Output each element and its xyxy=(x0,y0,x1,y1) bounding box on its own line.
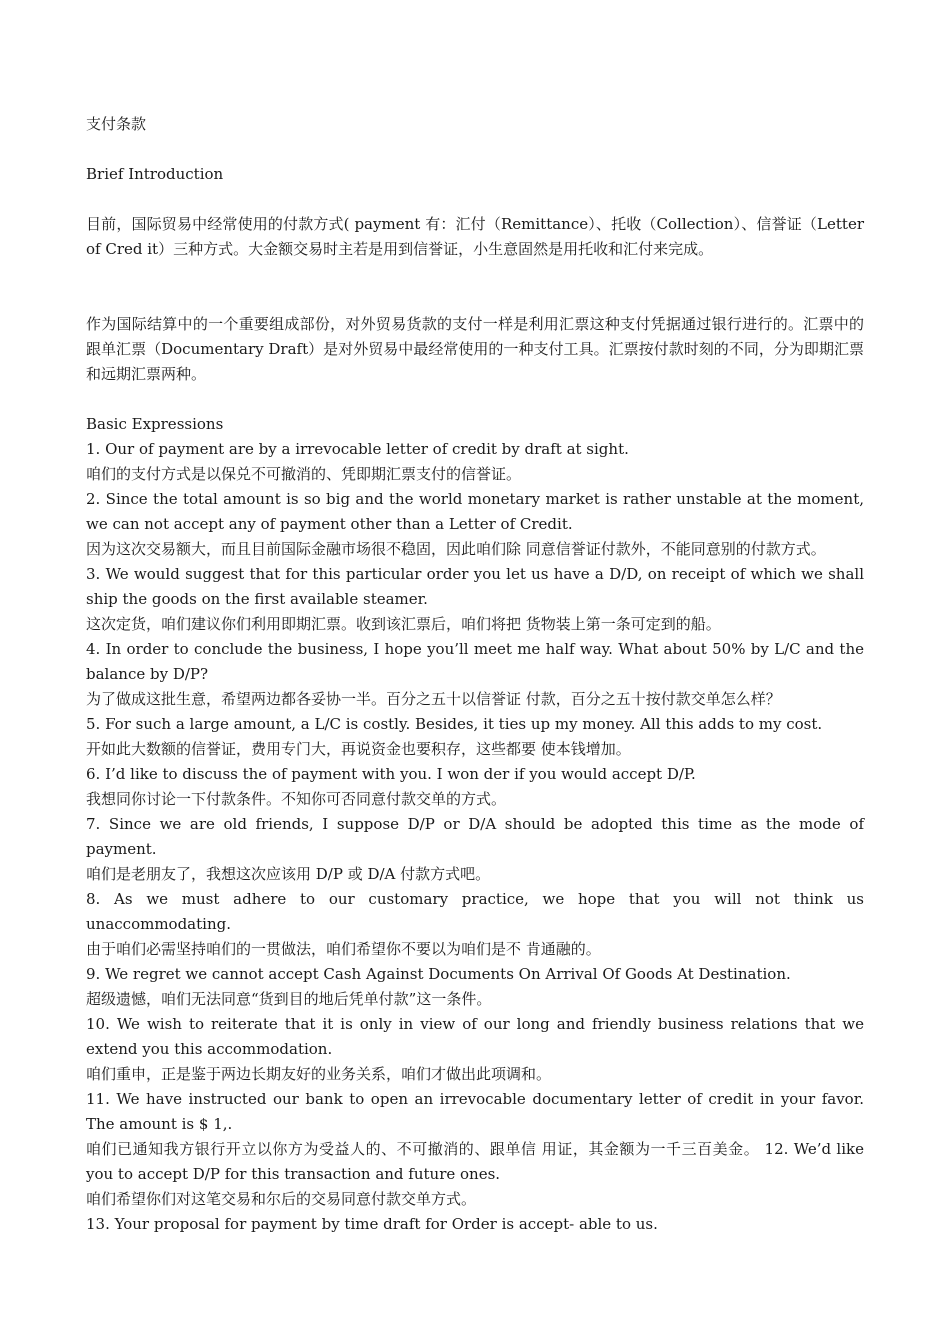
expression-en: 10. We wish to reiterate that it is only in view of our long and friendly business relations that we extend you this accommodation. xyxy=(86,1015,864,1058)
basic-expressions-heading: Basic Expressions xyxy=(86,415,224,433)
expression-zh: 我想同你讨论一下付款条件。不知你可否同意付款交单的方式。 xyxy=(86,790,507,808)
expression-en: 9. We regret we cannot accept Cash Against Documents On Arrival Of Goods At Destination. xyxy=(86,965,791,983)
expression-zh: 由于咱们必需坚持咱们的一贯做法，咱们希望你不要以为咱们是不 肯通融的。 xyxy=(86,940,601,958)
expression-zh: 咱们重申，正是鉴于两边长期友好的业务关系，咱们才做出此项调和。 xyxy=(86,1065,552,1083)
expression-en: 8. As we must adhere to our customary practice, we hope that you will not think us unaccommodating. xyxy=(86,890,864,933)
expression-zh: 因为这次交易额大，而且目前国际金融市场很不稳固，因此咱们除 同意信誉证付款外，不能同意别的付款方式。 xyxy=(86,540,826,558)
intro-paragraph-1: 目前，国际贸易中经常使用的付款方式( payment 有：汇付（Remittance）、托收（Collection）、信誉证（Letter of Cred it）三种方式。大金额交易时主若是用到信誉证，小生意固然是用托收和汇付来完成。 xyxy=(86,215,864,258)
expression-en: 11. We have instructed our bank to open an irrevocable documentary letter of credit in your favor. The amount is $ 1,. xyxy=(86,1090,864,1133)
expressions-list xyxy=(86,437,864,1237)
expression-en: 4. In order to conclude the business, I hope you’ll meet me half way. What about 50% by L/C and the balance by D/P? xyxy=(86,640,864,683)
expression-zh: 咱们希望你们对这笔交易和尔后的交易同意付款交单方式。 xyxy=(86,1190,477,1208)
expression-zh: 这次定货，咱们建议你们利用即期汇票。收到该汇票后，咱们将把 货物装上第一条可定到的船。 xyxy=(86,615,721,633)
intro-paragraph-2: 作为国际结算中的一个重要组成部份，对外贸易货款的支付一样是利用汇票这种支付凭据通过银行进行的。汇票中的跟单汇票（Documentary Draft）是对外贸易中最经常使用的一种支付工具。汇票按付款时刻的不同，分为即期汇票和远期汇票两种。 xyxy=(86,315,864,383)
document-page xyxy=(86,112,864,1237)
expression-en: 2. Since the total amount is so big and the world monetary market is rather unstable at the moment, we can not accept any of payment other than a Letter of Credit. xyxy=(86,490,864,533)
expression-zh: 超级遗憾，咱们无法同意“货到目的地后凭单付款”这一条件。 xyxy=(86,990,492,1008)
expression-zh: 为了做成这批生意，希望两边都各妥协一半。百分之五十以信誉证 付款，百分之五十按付款交单怎么样？ xyxy=(86,690,781,708)
expression-zh: 咱们的支付方式是以保兑不可撤消的、凭即期汇票支付的信誉证。 xyxy=(86,465,522,483)
brief-introduction-heading: Brief Introduction xyxy=(86,165,224,183)
expression-zh: 开如此大数额的信誉证，费用专门大，再说资金也要积存，这些都要 使本钱增加。 xyxy=(86,740,631,758)
expression-en: 5. For such a large amount, a L/C is costly. Besides, it ties up my money. All this adds to my cost. xyxy=(86,715,823,733)
page-title: 支付条款 xyxy=(86,115,147,133)
expression-en: 7. Since we are old friends, I suppose D/P or D/A should be adopted this time as the mode of payment. xyxy=(86,815,864,858)
expression-en: 6. I’d like to discuss the of payment with you. I won der if you would accept D/P. xyxy=(86,765,696,783)
expression-en: 1. Our of payment are by a irrevocable letter of credit by draft at sight. xyxy=(86,440,629,458)
expression-en: 3. We would suggest that for this particular order you let us have a D/D, on receipt of which we shall ship the goods on the first available steamer. xyxy=(86,565,864,608)
expression-zh: 咱们已通知我方银行开立以你方为受益人的、不可撤消的、跟单信 用证，其金额为一千三百美金。 12. We’d like you to accept D/P for this transaction and future ones. xyxy=(86,1140,864,1183)
expression-zh: 咱们是老朋友了，我想这次应该用 D/P 或 D/A 付款方式吧。 xyxy=(86,865,491,883)
expression-en: 13. Your proposal for payment by time draft for Order is accept- able to us. xyxy=(86,1215,658,1233)
